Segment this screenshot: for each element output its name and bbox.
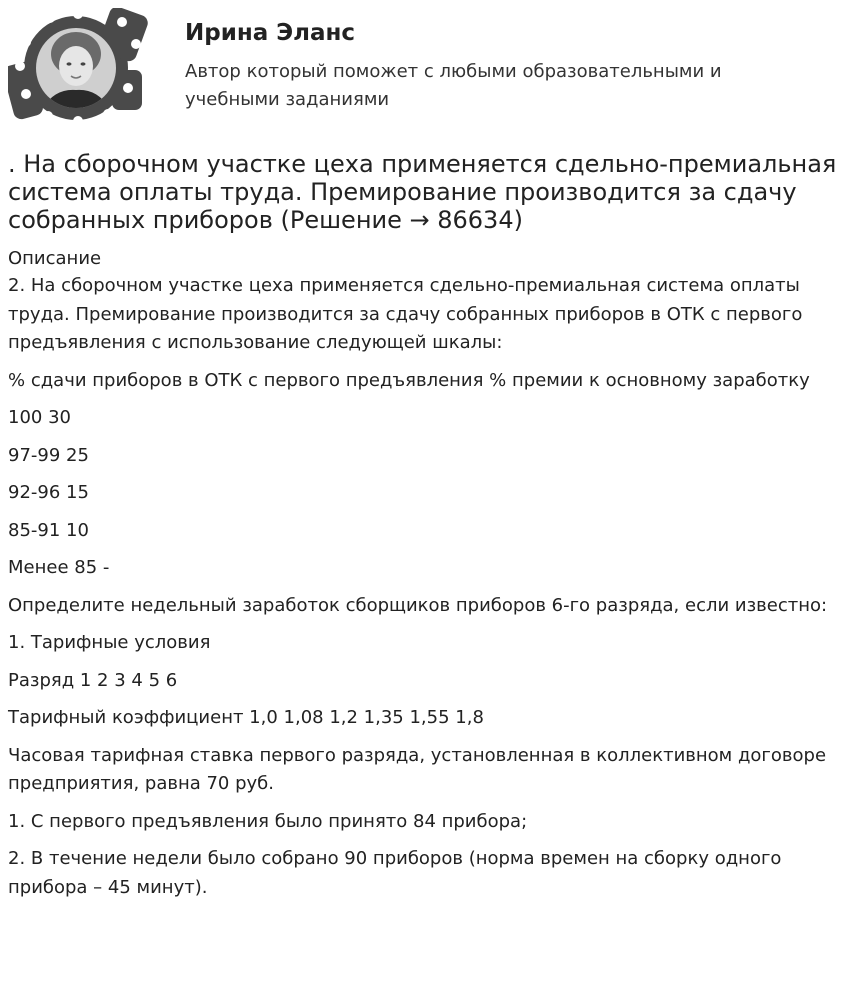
paragraph-scale-header: % сдачи приборов в ОТК с первого предъявления % премии к основному заработку	[8, 369, 810, 391]
paragraph-coefficients: Тарифный коэффициент 1,0 1,08 1,2 1,35 1,55 1,8	[8, 707, 484, 728]
task-content	[8, 246, 838, 902]
paragraph-assembled: 2. В течение недели было собрано 90 приборов (норма времен на сборку одного прибора – 45 минут).	[8, 848, 782, 898]
author-avatar[interactable]	[8, 8, 150, 128]
author-card	[8, 8, 838, 128]
paragraph-rate: Часовая тарифная ставка первого разряда, установленная в коллективном договоре предприятия, равна 70 руб.	[8, 744, 827, 794]
description-label: Описание	[8, 248, 102, 269]
paragraph-conditions: 1. Тарифные условия	[8, 632, 211, 653]
scale-row: Менее 85 -	[8, 557, 110, 578]
paragraph-intro: 2. На сборочном участке цеха применяется сдельно-премиальная система оплаты труда. Премирование производится за сдачу собранных приборов в ОТК с первого предъявления с использование следующей шкалы:	[8, 275, 803, 353]
paragraph-grades: Разряд 1 2 3 4 5 6	[8, 669, 178, 691]
scale-row: 100 30	[8, 407, 71, 428]
author-name[interactable]: Ирина Эланс	[185, 20, 356, 46]
scale-row: 92-96 15	[8, 482, 89, 503]
author-description: Автор который поможет с любыми образовательными и учебными заданиями	[185, 61, 722, 110]
paragraph-question: Определите недельный заработок сборщиков приборов 6-го разряда, если известно:	[8, 594, 828, 616]
paragraph-accepted: 1. С первого предъявления было принято 84 прибора;	[8, 810, 528, 832]
scale-row: 97-99 25	[8, 444, 89, 466]
scale-row: 85-91 10	[8, 519, 89, 541]
page-title: . На сборочном участке цеха применяется сдельно-премиальная система оплаты труда. Премирование производится за сдачу собранных приборов (Решение → 86634)	[8, 150, 837, 234]
